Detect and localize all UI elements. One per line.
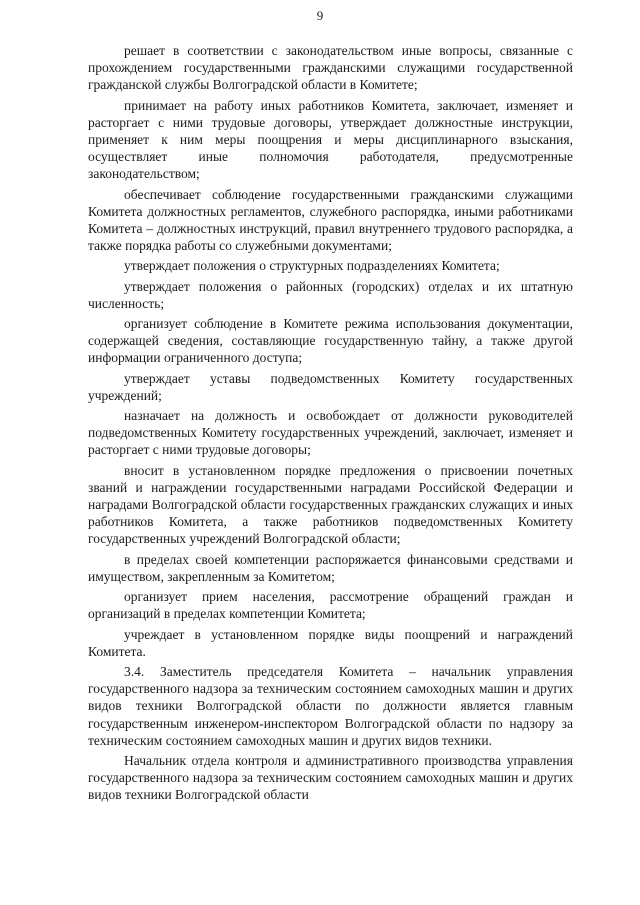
paragraph-4: утверждает положения о структурных подразделениях Комитета;	[124, 258, 500, 274]
paragraph-11: организует прием населения, рассмотрение обращений граждан и организаций в пределах компетенции Комитета;	[88, 589, 573, 622]
document-body	[88, 42, 573, 804]
paragraph-12: учреждает в установленном порядке виды поощрений и награждений Комитета.	[88, 626, 573, 659]
paragraph-9: вносит в установленном порядке предложения о присвоении почетных званий и награждении государственными наградами Российской Федерации и наградами Волгоградской области государственных гражданских служащих и иных работников Комитета, а также работников подведомственных Комитету государственных учреждений Волгоградской области;	[88, 462, 573, 547]
paragraph-8: назначает на должность и освобождает от должности руководителей подведомственных Комитету государственных учреждений, заключает, изменяет и расторгает с ними трудовые договоры;	[88, 408, 573, 458]
paragraph-13: 3.4. Заместитель председателя Комитета – начальник управления государственного надзора за техническим состоянием самоходных машин и других видов техники Волгоградской области по должности является главным государственным инженером-инспектором Волгоградской области по надзору за техническим состоянием самоходных машин и других видов техники.	[88, 663, 573, 748]
paragraph-3: обеспечивает соблюдение государственными гражданскими служащими Комитета должностных регламентов, служебного распорядка, иными работниками Комитета – должностных инструкций, правил внутреннего трудового распорядка, а также порядка работы со служебными документами;	[88, 186, 573, 254]
paragraph-1: решает в соответствии с законодательством иные вопросы, связанные с прохождением государственными гражданскими служащими государственной гражданской службы Волгоградской области в Комитете;	[88, 43, 573, 93]
paragraph-5: утверждает положения о районных (городских) отделах и их штатную численность;	[88, 278, 573, 311]
paragraph-10: в пределах своей компетенции распоряжается финансовыми средствами и имуществом, закрепленным за Комитетом;	[88, 551, 573, 584]
paragraph-7: утверждает уставы подведомственных Комитету государственных учреждений;	[88, 370, 573, 403]
page-number: 9	[316, 8, 324, 23]
paragraph-6: организует соблюдение в Комитете режима использования документации, содержащей сведения, составляющие государственную тайну, а также другой информации ограниченного доступа;	[88, 316, 573, 366]
paragraph-2: принимает на работу иных работников Комитета, заключает, изменяет и расторгает с ними трудовые договоры, утверждает должностные инструкции, применяет к ним меры поощрения и меры дисциплинарного взыскания, осуществляет иные полномочия работодателя, предусмотренные законодательством;	[88, 97, 573, 182]
paragraph-14: Начальник отдела контроля и административного производства управления государственного надзора за техническим состоянием самоходных машин и других видов техники Волгоградской области	[88, 752, 573, 803]
